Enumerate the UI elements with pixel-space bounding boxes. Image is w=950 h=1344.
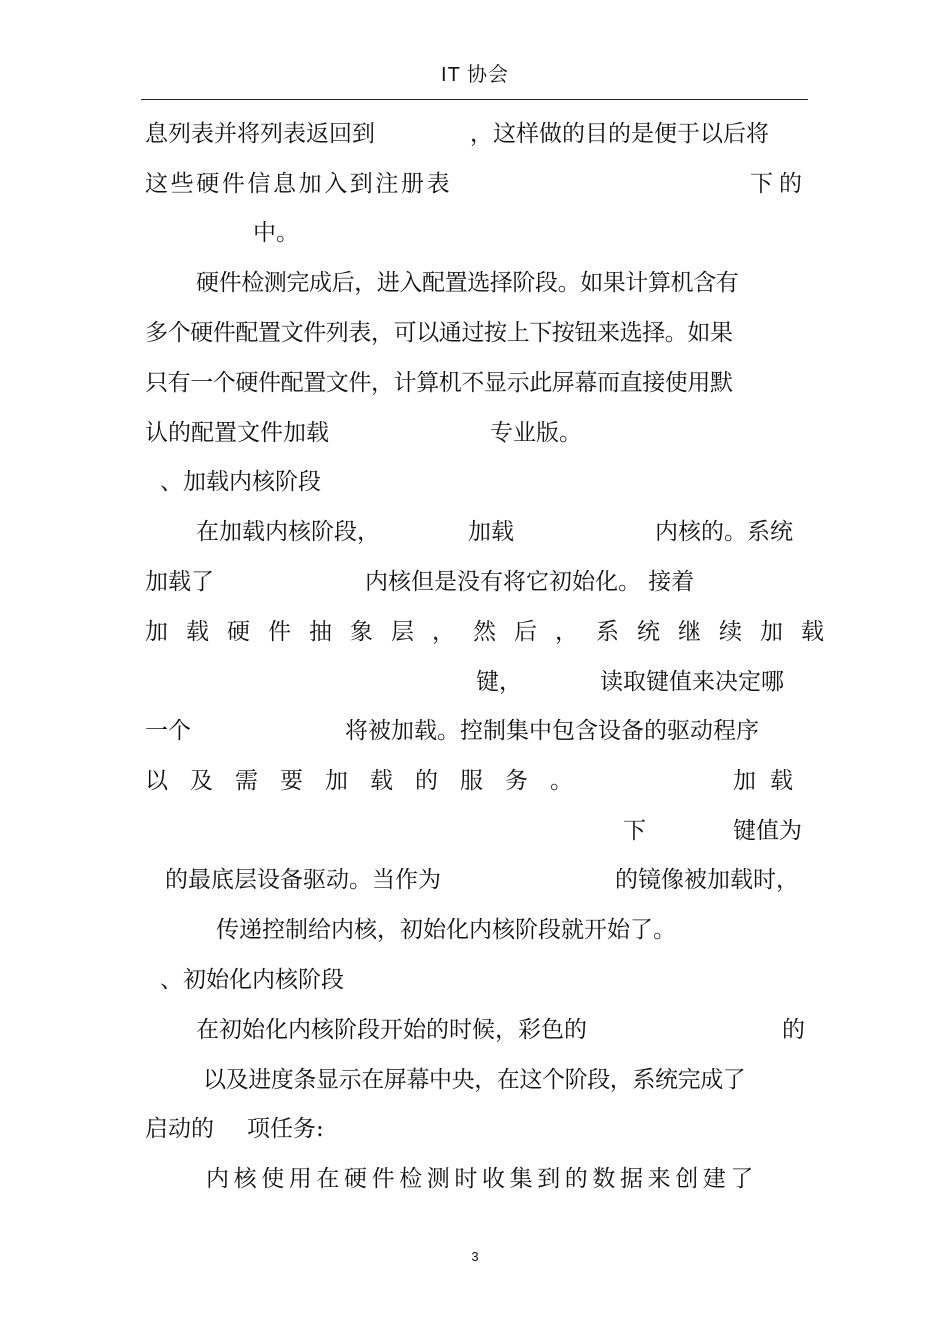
text-line: 专业版。 xyxy=(490,420,582,446)
text-line: 项任务: xyxy=(247,1116,324,1142)
text-line: 加载 xyxy=(733,768,807,794)
text-line: 加载硬件抽象层，然后，系统继续加载 xyxy=(145,619,842,645)
text-line: 内核的。系统 xyxy=(655,519,793,545)
text-line: 加载 xyxy=(468,519,514,545)
header-divider xyxy=(141,99,808,100)
text-line: 的最底层设备驱动。当作为 xyxy=(165,867,441,893)
text-line: 在初始化内核阶段开始的时候，彩色的 xyxy=(196,1017,587,1043)
text-line: 启动的 xyxy=(145,1116,214,1142)
text-line: 加载了 xyxy=(145,569,214,595)
page-header: IT 协会 xyxy=(441,64,509,86)
text-line: 传递控制给内核，初始化内核阶段就开始了。 xyxy=(216,917,676,943)
section-heading: 、初始化内核阶段 xyxy=(160,967,344,993)
text-line: 内核但是没有将它初始化。 接着 xyxy=(365,569,695,595)
section-heading: 、加载内核阶段 xyxy=(160,469,321,495)
text-line: 的 xyxy=(782,1017,805,1043)
text-line: 息列表并将列表返回到 xyxy=(145,121,375,147)
text-line: 认的配置文件加载 xyxy=(145,420,329,446)
text-line: 这些硬件信息加入到注册表 xyxy=(145,171,453,197)
page-number: 3 xyxy=(471,1249,479,1264)
text-line: 的镜像被加载时， xyxy=(615,867,799,893)
text-line: 中。 xyxy=(253,220,299,246)
text-line: 只有一个硬件配置文件，计算机不显示此屏幕而直接使用默 xyxy=(145,370,733,396)
text-line: 下的 xyxy=(750,171,808,197)
text-line: 下 xyxy=(623,818,646,844)
text-line: 多个硬件配置文件列表，可以通过按上下按钮来选择。如果 xyxy=(145,320,733,346)
text-line: 键值为 xyxy=(733,818,802,844)
text-line: 将被加载。控制集中包含设备的驱动程序 xyxy=(345,718,759,744)
text-line: 内核使用在硬件检测时收集到的数据来创建了 xyxy=(206,1166,758,1192)
text-line: 以及进度条显示在屏幕中央，在这个阶段，系统完成了 xyxy=(203,1067,746,1093)
text-line: ，这样做的目的是便于以后将 xyxy=(470,121,769,147)
text-line: 读取键值来决定哪 xyxy=(600,669,784,695)
text-line: 一个 xyxy=(145,718,191,744)
text-line: 以及需要加载的服务。 xyxy=(145,768,595,794)
text-line: 键， xyxy=(476,669,522,695)
text-line: 硬件检测完成后，进入配置选择阶段。如果计算机含有 xyxy=(196,270,739,296)
text-line: 在加载内核阶段， xyxy=(196,519,380,545)
